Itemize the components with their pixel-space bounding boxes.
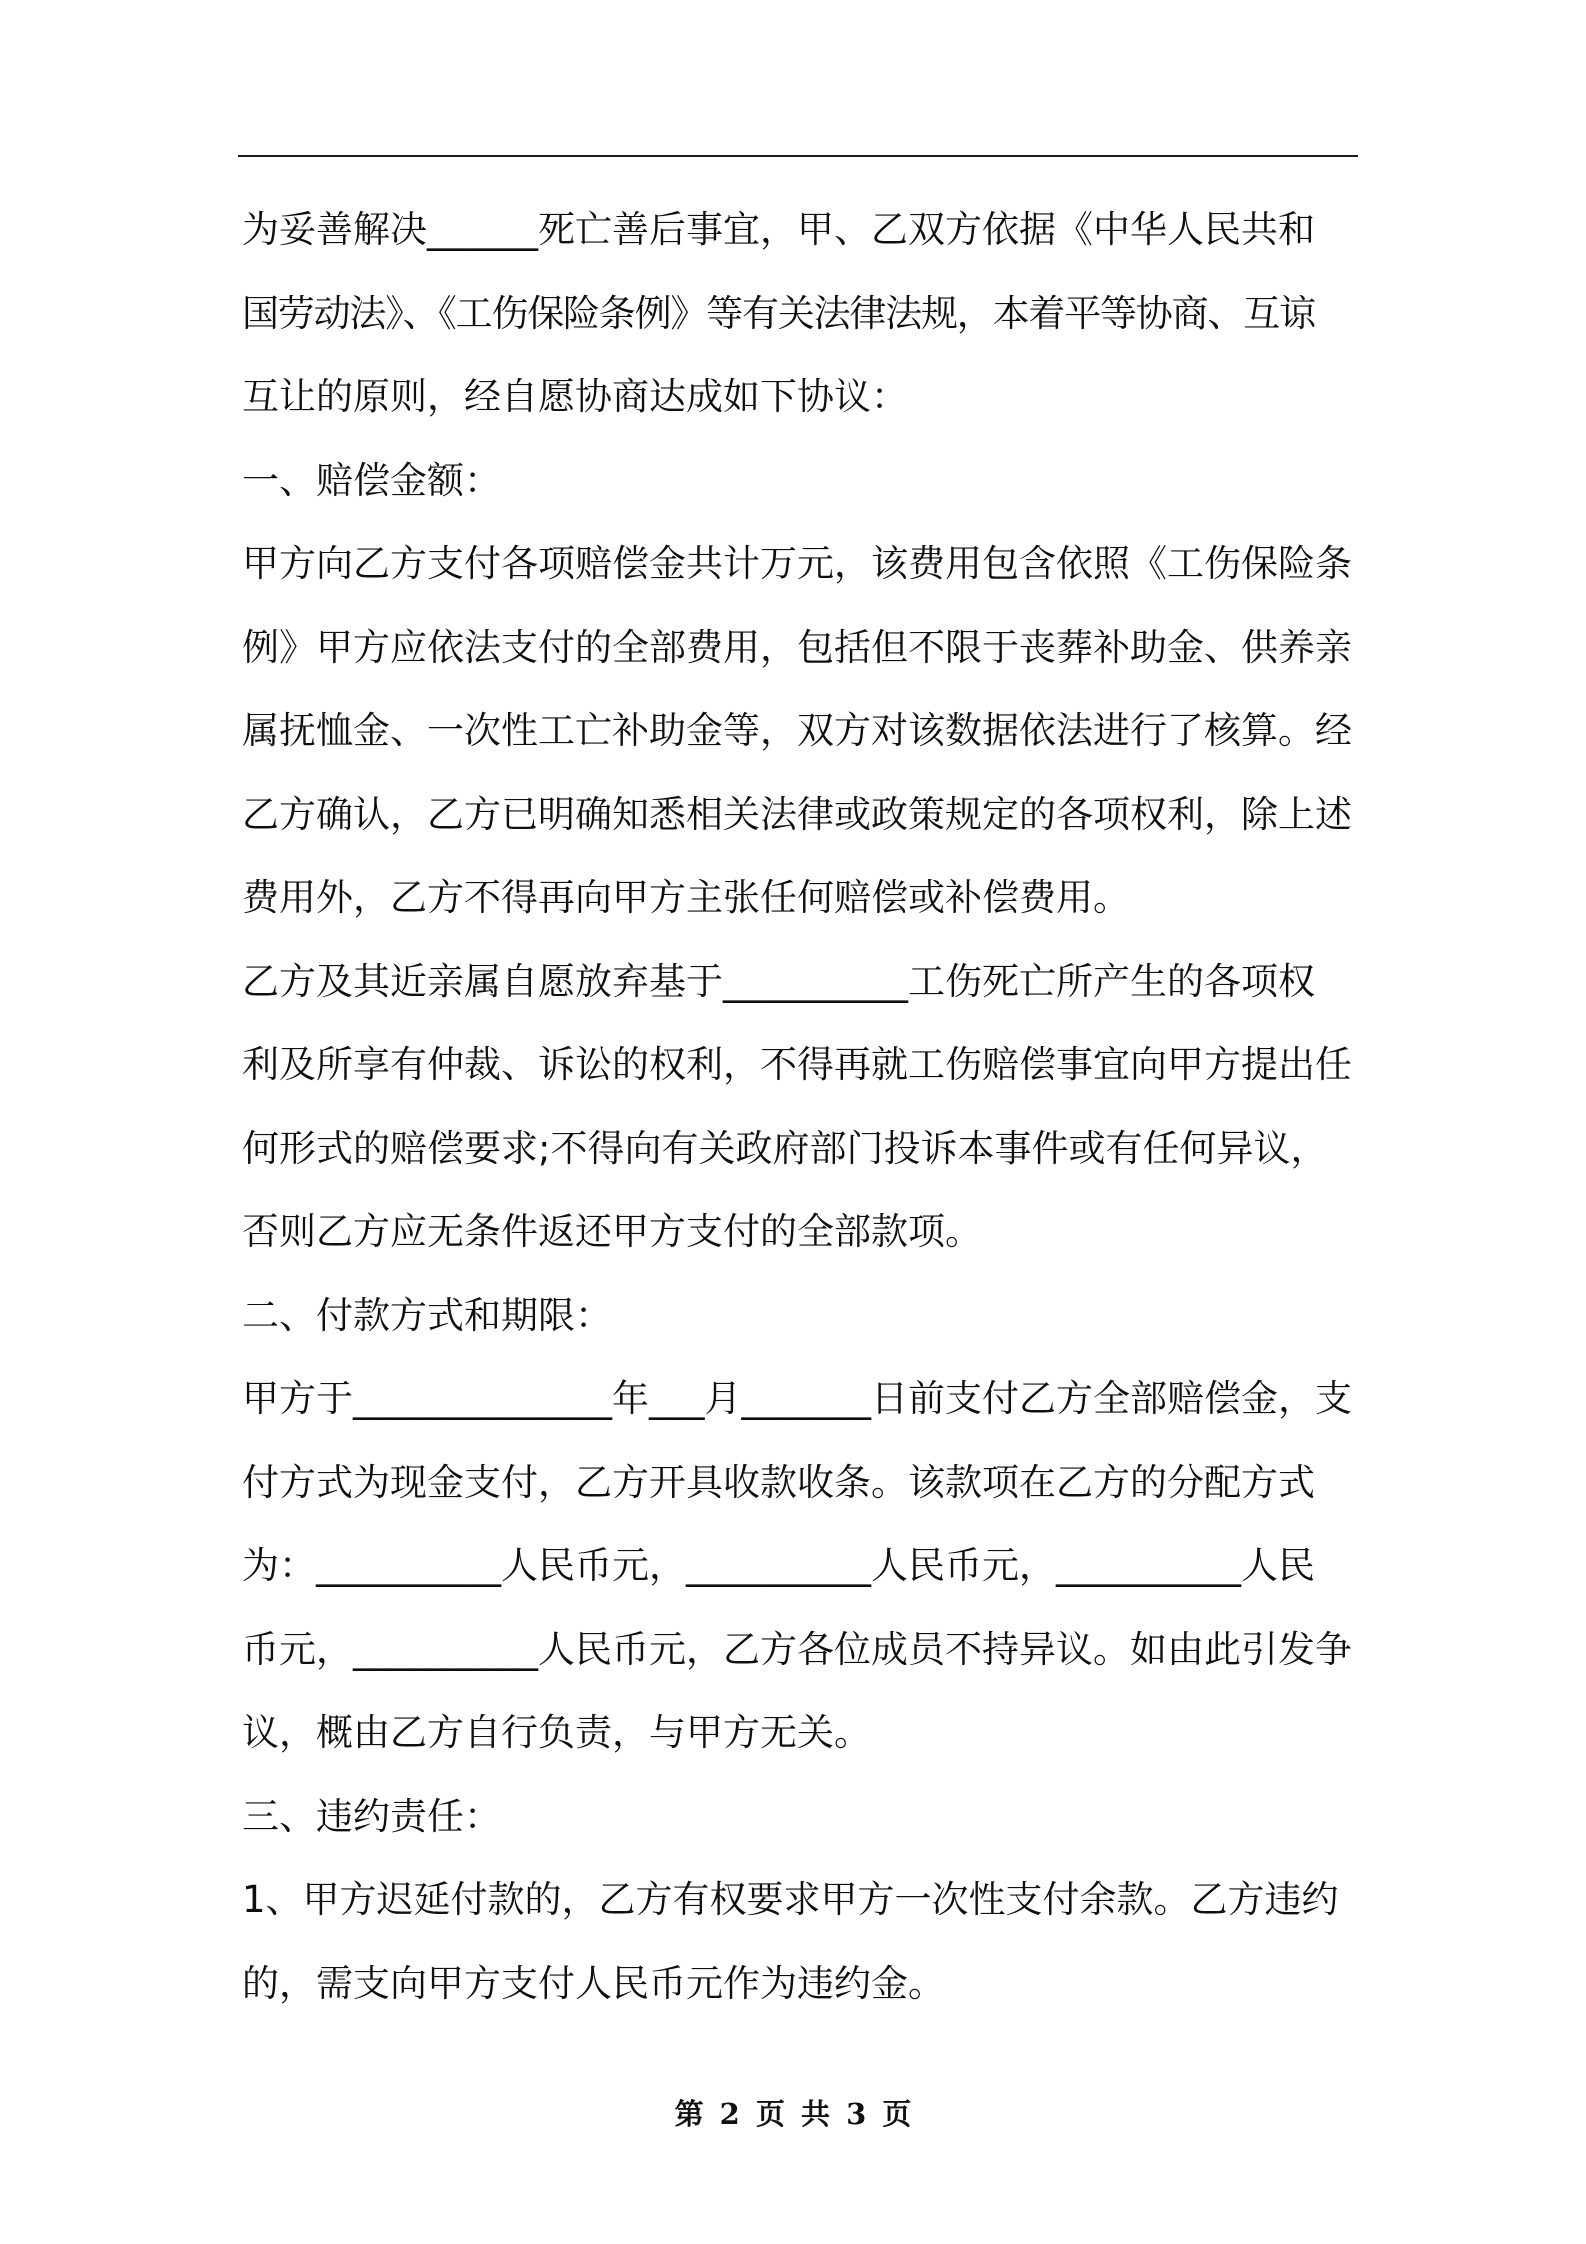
text-line: 甲方向乙方支付各项赔偿金共计万元，该费用包含依照《工伤保险条 [242,542,1352,585]
text-line: 付方式为现金支付，乙方开具收款收条。该款项在乙方的分配方式 [242,1460,1315,1504]
text-line: 议，概由乙方自行负责，与甲方无关。 [242,1711,871,1754]
text-line: 甲方于______________年___月_______日前支付乙方全部赔偿金，支 [242,1377,1352,1420]
text-line: 属抚恤金、一次性工亡补助金等，双方对该数据依法进行了核算。经 [242,709,1352,752]
text-line: 币元，__________人民币元，乙方各位成员不持异议。如由此引发争 [242,1627,1352,1671]
header-rule [238,155,1358,157]
text-line: 为：__________人民币元，__________人民币元，__________人民 [242,1544,1315,1587]
payment-terms-paragraph [242,1357,1358,1775]
text-line: 利及所享有仲裁、诉讼的权利，不得再就工伤赔偿事宜向甲方提出任 [242,1043,1352,1086]
text-line: 乙方及其近亲属自愿放弃基于__________工伤死亡所产生的各项权 [242,959,1315,1003]
text-line: 否则乙方应无条件返还甲方支付的全部款项。 [242,1210,982,1253]
text-line: 例》甲方应依法支付的全部费用，包括但不限于丧葬补助金、供养亲 [242,625,1352,669]
document-body [242,188,1358,2025]
text-line: 费用外，乙方不得再向甲方主张任何赔偿或补偿费用。 [242,876,1130,919]
section-1-heading: 一、赔偿金额： [242,458,501,502]
section-2-heading: 二、付款方式和期限： [242,1293,612,1337]
section-3-heading: 三、违约责任： [242,1794,501,1838]
text-line: 何形式的赔偿要求;不得向有关政府部门投诉本事件或有任何异议， [242,1126,1328,1170]
breach-clause-1-paragraph [242,1858,1358,2025]
intro-paragraph [242,188,1358,439]
text-line: 的，需支向甲方支付人民币元作为违约金。 [242,1961,945,2005]
text-line: 1、甲方迟延付款的，乙方有权要求甲方一次性支付余款。乙方违约 [242,1878,1339,1921]
text-line: 为妥善解决______死亡善后事宜，甲、乙双方依据《中华人民共和 [242,208,1315,251]
rights-waiver-paragraph [242,940,1358,1274]
text-line: 国劳动法》、《工伤保险条例》等有关法律法规，本着平等协商、互谅 [242,291,1315,335]
page-number-footer: 第 2 页 共 3 页 [674,2097,912,2131]
text-line: 乙方确认，乙方已明确知悉相关法律或政策规定的各项权利，除上述 [242,792,1352,836]
compensation-amount-paragraph [242,522,1358,940]
text-line: 互让的原则，经自愿协商达成如下协议： [242,375,908,418]
